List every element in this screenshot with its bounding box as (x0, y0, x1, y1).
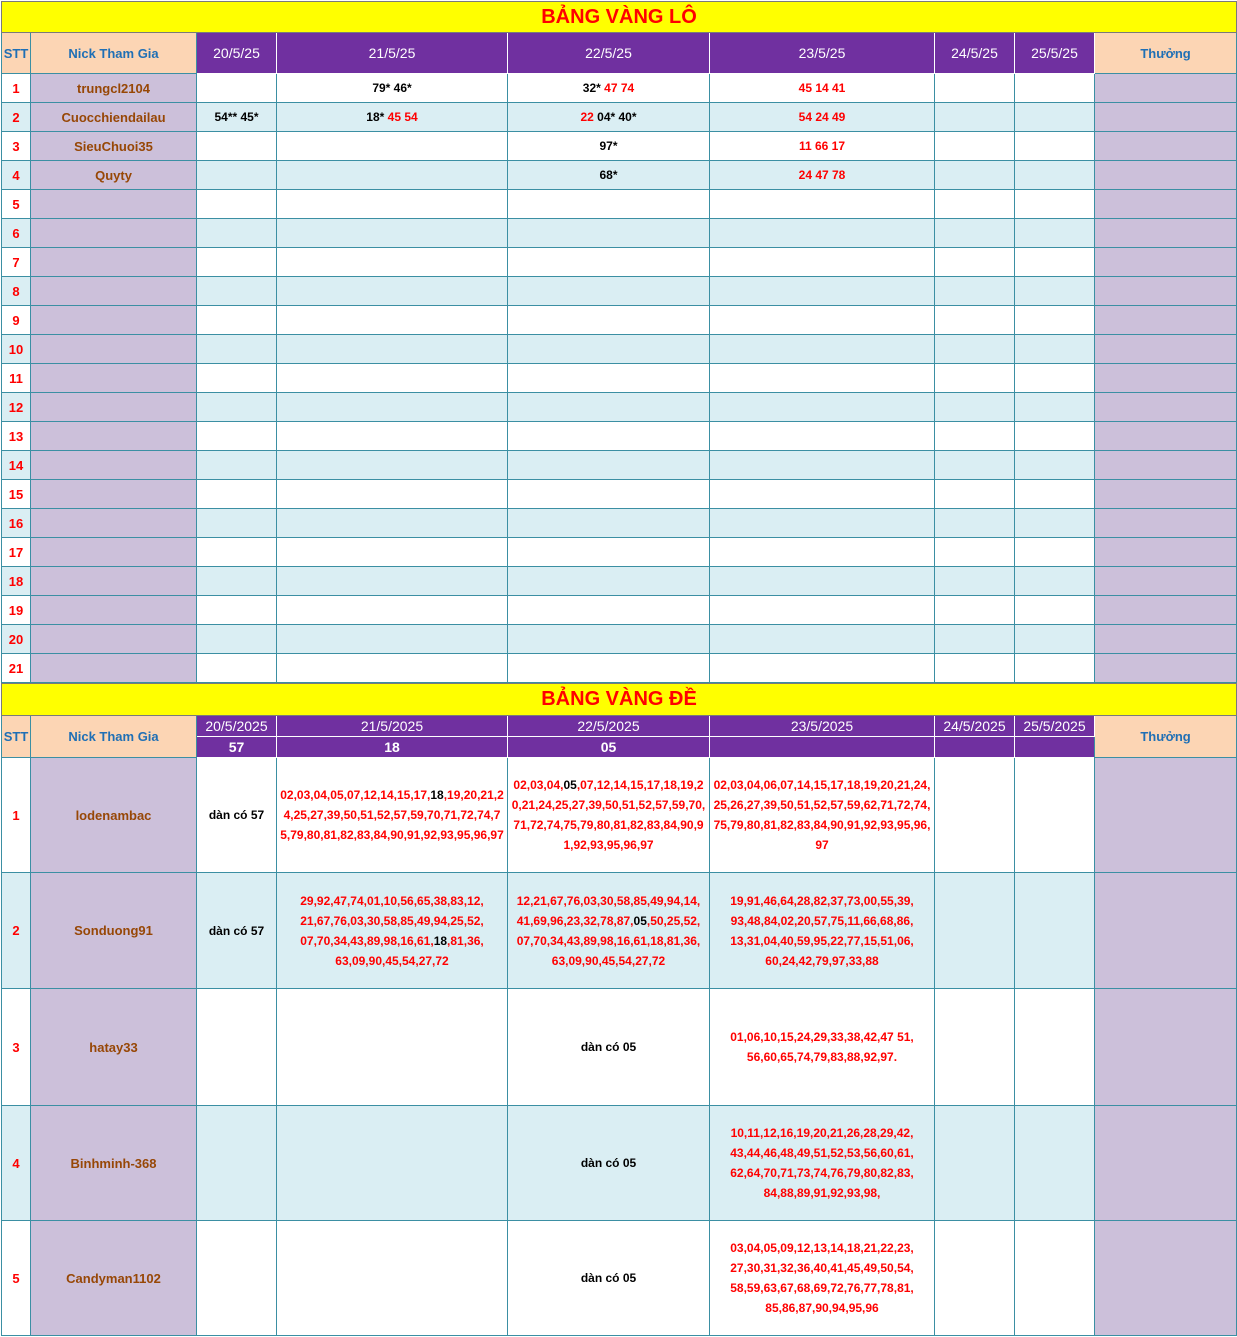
player-nick: Quyty (31, 161, 197, 190)
day-cell (935, 509, 1015, 538)
day-cell (508, 538, 710, 567)
day-cell (508, 509, 710, 538)
table-row (2, 873, 1237, 989)
reward-cell (1095, 538, 1237, 567)
lo-stt-header: STT (2, 33, 31, 74)
player-nick (31, 190, 197, 219)
row-stt: 5 (2, 1221, 31, 1336)
day-cell (508, 451, 710, 480)
player-nick (31, 335, 197, 364)
day-cell (1015, 393, 1095, 422)
lo-date-header: 22/5/25 (508, 33, 710, 74)
table-row (2, 74, 1237, 103)
table-row (2, 625, 1237, 654)
reward-cell (1095, 306, 1237, 335)
day-cell (197, 190, 277, 219)
cell-23: 10,11,12,16,19,20,21,26,28,29,42,43,44,46,48,49,51,52,53,56,60,61,62,64,70,71,73,74,76,79,80,82,83,84,88,89,91,92,93,98, (710, 1106, 935, 1221)
player-nick (31, 393, 197, 422)
day-cell (277, 277, 508, 306)
table-row (2, 393, 1237, 422)
player-nick (31, 596, 197, 625)
day-cell (508, 248, 710, 277)
day-cell (710, 567, 935, 596)
day-cell (935, 364, 1015, 393)
row-stt: 13 (2, 422, 31, 451)
player-nick: Cuocchiendailau (31, 103, 197, 132)
cell-23: 19,91,46,64,28,82,37,73,00,55,39,93,48,84,02,20,57,75,11,66,68,86,13,31,04,40,59,95,22,77,15,51,06,60,24,42,79,97,33,88 (710, 873, 935, 989)
reward-cell (1095, 596, 1237, 625)
reward-cell (1095, 190, 1237, 219)
table-row (2, 422, 1237, 451)
day-cell (1015, 306, 1095, 335)
day-cell (277, 625, 508, 654)
day-cell (935, 219, 1015, 248)
table-row (2, 132, 1237, 161)
lo-date-header: 21/5/25 (277, 33, 508, 74)
player-nick (31, 422, 197, 451)
day-cell (197, 480, 277, 509)
player-nick: Binhminh-368 (31, 1106, 197, 1221)
day-cell (508, 596, 710, 625)
day-cell (1015, 538, 1095, 567)
lo-empty-rows (2, 190, 1237, 683)
day-cell (935, 277, 1015, 306)
lo-thuong-header: Thưởng (1095, 33, 1237, 74)
day-cell (277, 480, 508, 509)
reward-cell (1095, 480, 1237, 509)
day-cell (277, 451, 508, 480)
day-cell (508, 306, 710, 335)
day-cell (1015, 654, 1095, 683)
row-stt: 3 (2, 989, 31, 1106)
player-nick (31, 248, 197, 277)
row-stt: 8 (2, 277, 31, 306)
de-nick-header: Nick Tham Gia (31, 716, 197, 758)
reward-cell (1095, 219, 1237, 248)
de-stt-header: STT (2, 716, 31, 758)
lo-title: BẢNG VÀNG LÔ (2, 2, 1237, 33)
de-date-header: 21/5/2025 (277, 716, 508, 737)
reward-cell (1095, 103, 1237, 132)
table-row (2, 248, 1237, 277)
table-row (2, 538, 1237, 567)
cell-20: dàn có 57 (197, 873, 277, 989)
day-cell (1015, 480, 1095, 509)
day-cell (935, 567, 1015, 596)
row-stt: 2 (2, 873, 31, 989)
cell-23: 02,03,04,06,07,14,15,17,18,19,20,21,24,25,26,27,39,50,51,52,57,59,62,71,72,74,75,79,80,81,82,83,84,90,91,92,93,95,96,97 (710, 758, 935, 873)
day-cell (935, 654, 1015, 683)
day-cell (1015, 364, 1095, 393)
day-cell (1015, 567, 1095, 596)
reward-cell (1095, 335, 1237, 364)
row-stt: 14 (2, 451, 31, 480)
cell-23: 24 47 78 (710, 161, 935, 190)
lo-nick-header: Nick Tham Gia (31, 33, 197, 74)
cell-22: 32* 47 74 (508, 74, 710, 103)
day-cell (277, 393, 508, 422)
reward-cell (1095, 132, 1237, 161)
cell-23: 45 14 41 (710, 74, 935, 103)
cell-23: 54 24 49 (710, 103, 935, 132)
reward-cell (1095, 873, 1237, 989)
row-stt: 9 (2, 306, 31, 335)
reward-cell (1095, 248, 1237, 277)
row-stt: 2 (2, 103, 31, 132)
reward-cell (1095, 509, 1237, 538)
day-cell (197, 538, 277, 567)
day-cell (277, 654, 508, 683)
row-stt: 3 (2, 132, 31, 161)
day-cell (935, 335, 1015, 364)
day-cell (710, 625, 935, 654)
row-stt: 4 (2, 1106, 31, 1221)
lo-date-header: 20/5/25 (197, 33, 277, 74)
day-cell (277, 509, 508, 538)
result-value: 18 (277, 737, 508, 758)
day-cell (508, 422, 710, 451)
day-cell (710, 335, 935, 364)
day-cell (508, 654, 710, 683)
player-nick (31, 451, 197, 480)
day-cell (508, 480, 710, 509)
day-cell (710, 190, 935, 219)
table-row (2, 654, 1237, 683)
day-cell (710, 509, 935, 538)
day-cell (1015, 625, 1095, 654)
reward-cell (1095, 1106, 1237, 1221)
day-cell (1015, 190, 1095, 219)
day-cell (710, 306, 935, 335)
day-cell (1015, 422, 1095, 451)
day-cell (197, 509, 277, 538)
de-title: BẢNG VÀNG ĐỀ (2, 684, 1237, 716)
day-cell (197, 654, 277, 683)
lo-table (1, 1, 1237, 683)
table-row (2, 161, 1237, 190)
cell-22: 02,03,04,05,07,12,14,15,17,18,19,20,21,24,25,27,39,50,51,52,57,59,70,71,72,74,75,79,80,81,82,83,84,90,91,92,93,95,96,97 (508, 758, 710, 873)
reward-cell (1095, 758, 1237, 873)
player-nick: SieuChuoi35 (31, 132, 197, 161)
player-nick: Sonduong91 (31, 873, 197, 989)
day-cell (277, 422, 508, 451)
lo-date-header: 24/5/25 (935, 33, 1015, 74)
day-cell (508, 364, 710, 393)
cell-22: dàn có 05 (508, 1221, 710, 1336)
day-cell (935, 596, 1015, 625)
table-row (2, 190, 1237, 219)
reward-cell (1095, 393, 1237, 422)
row-stt: 11 (2, 364, 31, 393)
row-stt: 15 (2, 480, 31, 509)
day-cell (935, 625, 1015, 654)
cell-22: 97* (508, 132, 710, 161)
day-cell (197, 625, 277, 654)
player-nick (31, 509, 197, 538)
row-stt: 4 (2, 161, 31, 190)
cell-22: dàn có 05 (508, 989, 710, 1106)
table-row (2, 364, 1237, 393)
reward-cell (1095, 625, 1237, 654)
lo-date-header: 23/5/25 (710, 33, 935, 74)
day-cell (1015, 596, 1095, 625)
day-cell (197, 393, 277, 422)
player-nick: lodenambac (31, 758, 197, 873)
table-row (2, 306, 1237, 335)
day-cell (277, 306, 508, 335)
day-cell (710, 219, 935, 248)
row-stt: 18 (2, 567, 31, 596)
player-nick (31, 625, 197, 654)
day-cell (710, 422, 935, 451)
day-cell (935, 248, 1015, 277)
table-row (2, 567, 1237, 596)
day-cell (197, 364, 277, 393)
player-nick (31, 277, 197, 306)
reward-cell (1095, 567, 1237, 596)
player-nick (31, 654, 197, 683)
de-date-header: 22/5/2025 (508, 716, 710, 737)
cell-21: 79* 46* (277, 74, 508, 103)
day-cell (508, 567, 710, 596)
day-cell (710, 393, 935, 422)
row-stt: 17 (2, 538, 31, 567)
day-cell (197, 306, 277, 335)
row-stt: 7 (2, 248, 31, 277)
de-date-header: 24/5/2025 (935, 716, 1015, 737)
day-cell (277, 335, 508, 364)
day-cell (1015, 248, 1095, 277)
table-row (2, 480, 1237, 509)
day-cell (1015, 277, 1095, 306)
day-cell (197, 567, 277, 596)
day-cell (935, 480, 1015, 509)
reward-cell (1095, 989, 1237, 1106)
lo-date-header: 25/5/25 (1015, 33, 1095, 74)
player-nick: Candyman1102 (31, 1221, 197, 1336)
player-nick: trungcl2104 (31, 74, 197, 103)
table-row (2, 509, 1237, 538)
day-cell (710, 451, 935, 480)
table-row (2, 596, 1237, 625)
day-cell (710, 277, 935, 306)
row-stt: 6 (2, 219, 31, 248)
day-cell (1015, 219, 1095, 248)
reward-cell (1095, 1221, 1237, 1336)
reward-cell (1095, 161, 1237, 190)
table-row (2, 1221, 1237, 1336)
day-cell (935, 190, 1015, 219)
cell-21: 29,92,47,74,01,10,56,65,38,83,12,21,67,76,03,30,58,85,49,94,25,52,07,70,34,43,89,98,16,61,18,81,36,63,09,90,45,54,27,72 (277, 873, 508, 989)
player-nick (31, 306, 197, 335)
de-thuong-header: Thưởng (1095, 716, 1237, 758)
day-cell (277, 596, 508, 625)
day-cell (1015, 335, 1095, 364)
day-cell (935, 422, 1015, 451)
cell-23: 01,06,10,15,24,29,33,38,42,47 51,56,60,65,74,79,83,88,92,97. (710, 989, 935, 1106)
player-nick (31, 364, 197, 393)
day-cell (277, 219, 508, 248)
table-row (2, 989, 1237, 1106)
player-nick (31, 567, 197, 596)
day-cell (935, 538, 1015, 567)
row-stt: 1 (2, 74, 31, 103)
day-cell (197, 219, 277, 248)
day-cell (277, 567, 508, 596)
day-cell (277, 538, 508, 567)
row-stt: 12 (2, 393, 31, 422)
reward-cell (1095, 451, 1237, 480)
day-cell (277, 190, 508, 219)
cell-23: 03,04,05,09,12,13,14,18,21,22,23,27,30,31,32,36,40,41,45,49,50,54,58,59,63,67,68,69,72,76,77,78,81,85,86,87,90,94,95,96 (710, 1221, 935, 1336)
table-row (2, 103, 1237, 132)
day-cell (1015, 451, 1095, 480)
day-cell (197, 422, 277, 451)
de-date-header: 23/5/2025 (710, 716, 935, 737)
cell-22: dàn có 05 (508, 1106, 710, 1221)
table-row (2, 1106, 1237, 1221)
day-cell (508, 625, 710, 654)
day-cell (710, 248, 935, 277)
table-row (2, 219, 1237, 248)
table-row (2, 758, 1237, 873)
reward-cell (1095, 654, 1237, 683)
table-row (2, 277, 1237, 306)
day-cell (277, 248, 508, 277)
row-stt: 21 (2, 654, 31, 683)
day-cell (508, 219, 710, 248)
day-cell (197, 248, 277, 277)
cell-20: 54** 45* (197, 103, 277, 132)
de-date-header: 20/5/2025 (197, 716, 277, 737)
day-cell (935, 306, 1015, 335)
cell-21: 18* 45 54 (277, 103, 508, 132)
row-stt: 5 (2, 190, 31, 219)
cell-22: 22 04* 40* (508, 103, 710, 132)
day-cell (197, 596, 277, 625)
cell-22: 12,21,67,76,03,30,58,85,49,94,14,41,69,96,23,32,78,87,05,50,25,52,07,70,34,43,89,98,16,61,18,81,36,63,09,90,45,54,27,72 (508, 873, 710, 989)
day-cell (710, 596, 935, 625)
day-cell (710, 538, 935, 567)
day-cell (710, 480, 935, 509)
day-cell (710, 654, 935, 683)
player-nick (31, 538, 197, 567)
result-value: 05 (508, 737, 710, 758)
reward-cell (1095, 422, 1237, 451)
player-nick (31, 219, 197, 248)
row-stt: 20 (2, 625, 31, 654)
player-nick (31, 480, 197, 509)
reward-cell (1095, 277, 1237, 306)
day-cell (935, 393, 1015, 422)
day-cell (1015, 509, 1095, 538)
day-cell (197, 335, 277, 364)
reward-cell (1095, 74, 1237, 103)
row-stt: 10 (2, 335, 31, 364)
table-row (2, 451, 1237, 480)
table-row (2, 335, 1237, 364)
row-stt: 1 (2, 758, 31, 873)
cell-20: dàn có 57 (197, 758, 277, 873)
day-cell (508, 393, 710, 422)
cell-21: 02,03,04,05,07,12,14,15,17,18,19,20,21,24,25,27,39,50,51,52,57,59,70,71,72,74,75,79,80,81,82,83,84,90,91,92,93,95,96,97 (277, 758, 508, 873)
row-stt: 16 (2, 509, 31, 538)
day-cell (508, 190, 710, 219)
day-cell (710, 364, 935, 393)
day-cell (197, 277, 277, 306)
row-stt: 19 (2, 596, 31, 625)
de-table (1, 683, 1237, 1336)
day-cell (277, 364, 508, 393)
de-date-header: 25/5/2025 (1015, 716, 1095, 737)
day-cell (197, 451, 277, 480)
cell-22: 68* (508, 161, 710, 190)
day-cell (508, 335, 710, 364)
day-cell (508, 277, 710, 306)
reward-cell (1095, 364, 1237, 393)
day-cell (935, 451, 1015, 480)
player-nick: hatay33 (31, 989, 197, 1106)
cell-23: 11 66 17 (710, 132, 935, 161)
cell-20 (197, 74, 277, 103)
result-value: 57 (197, 737, 277, 758)
